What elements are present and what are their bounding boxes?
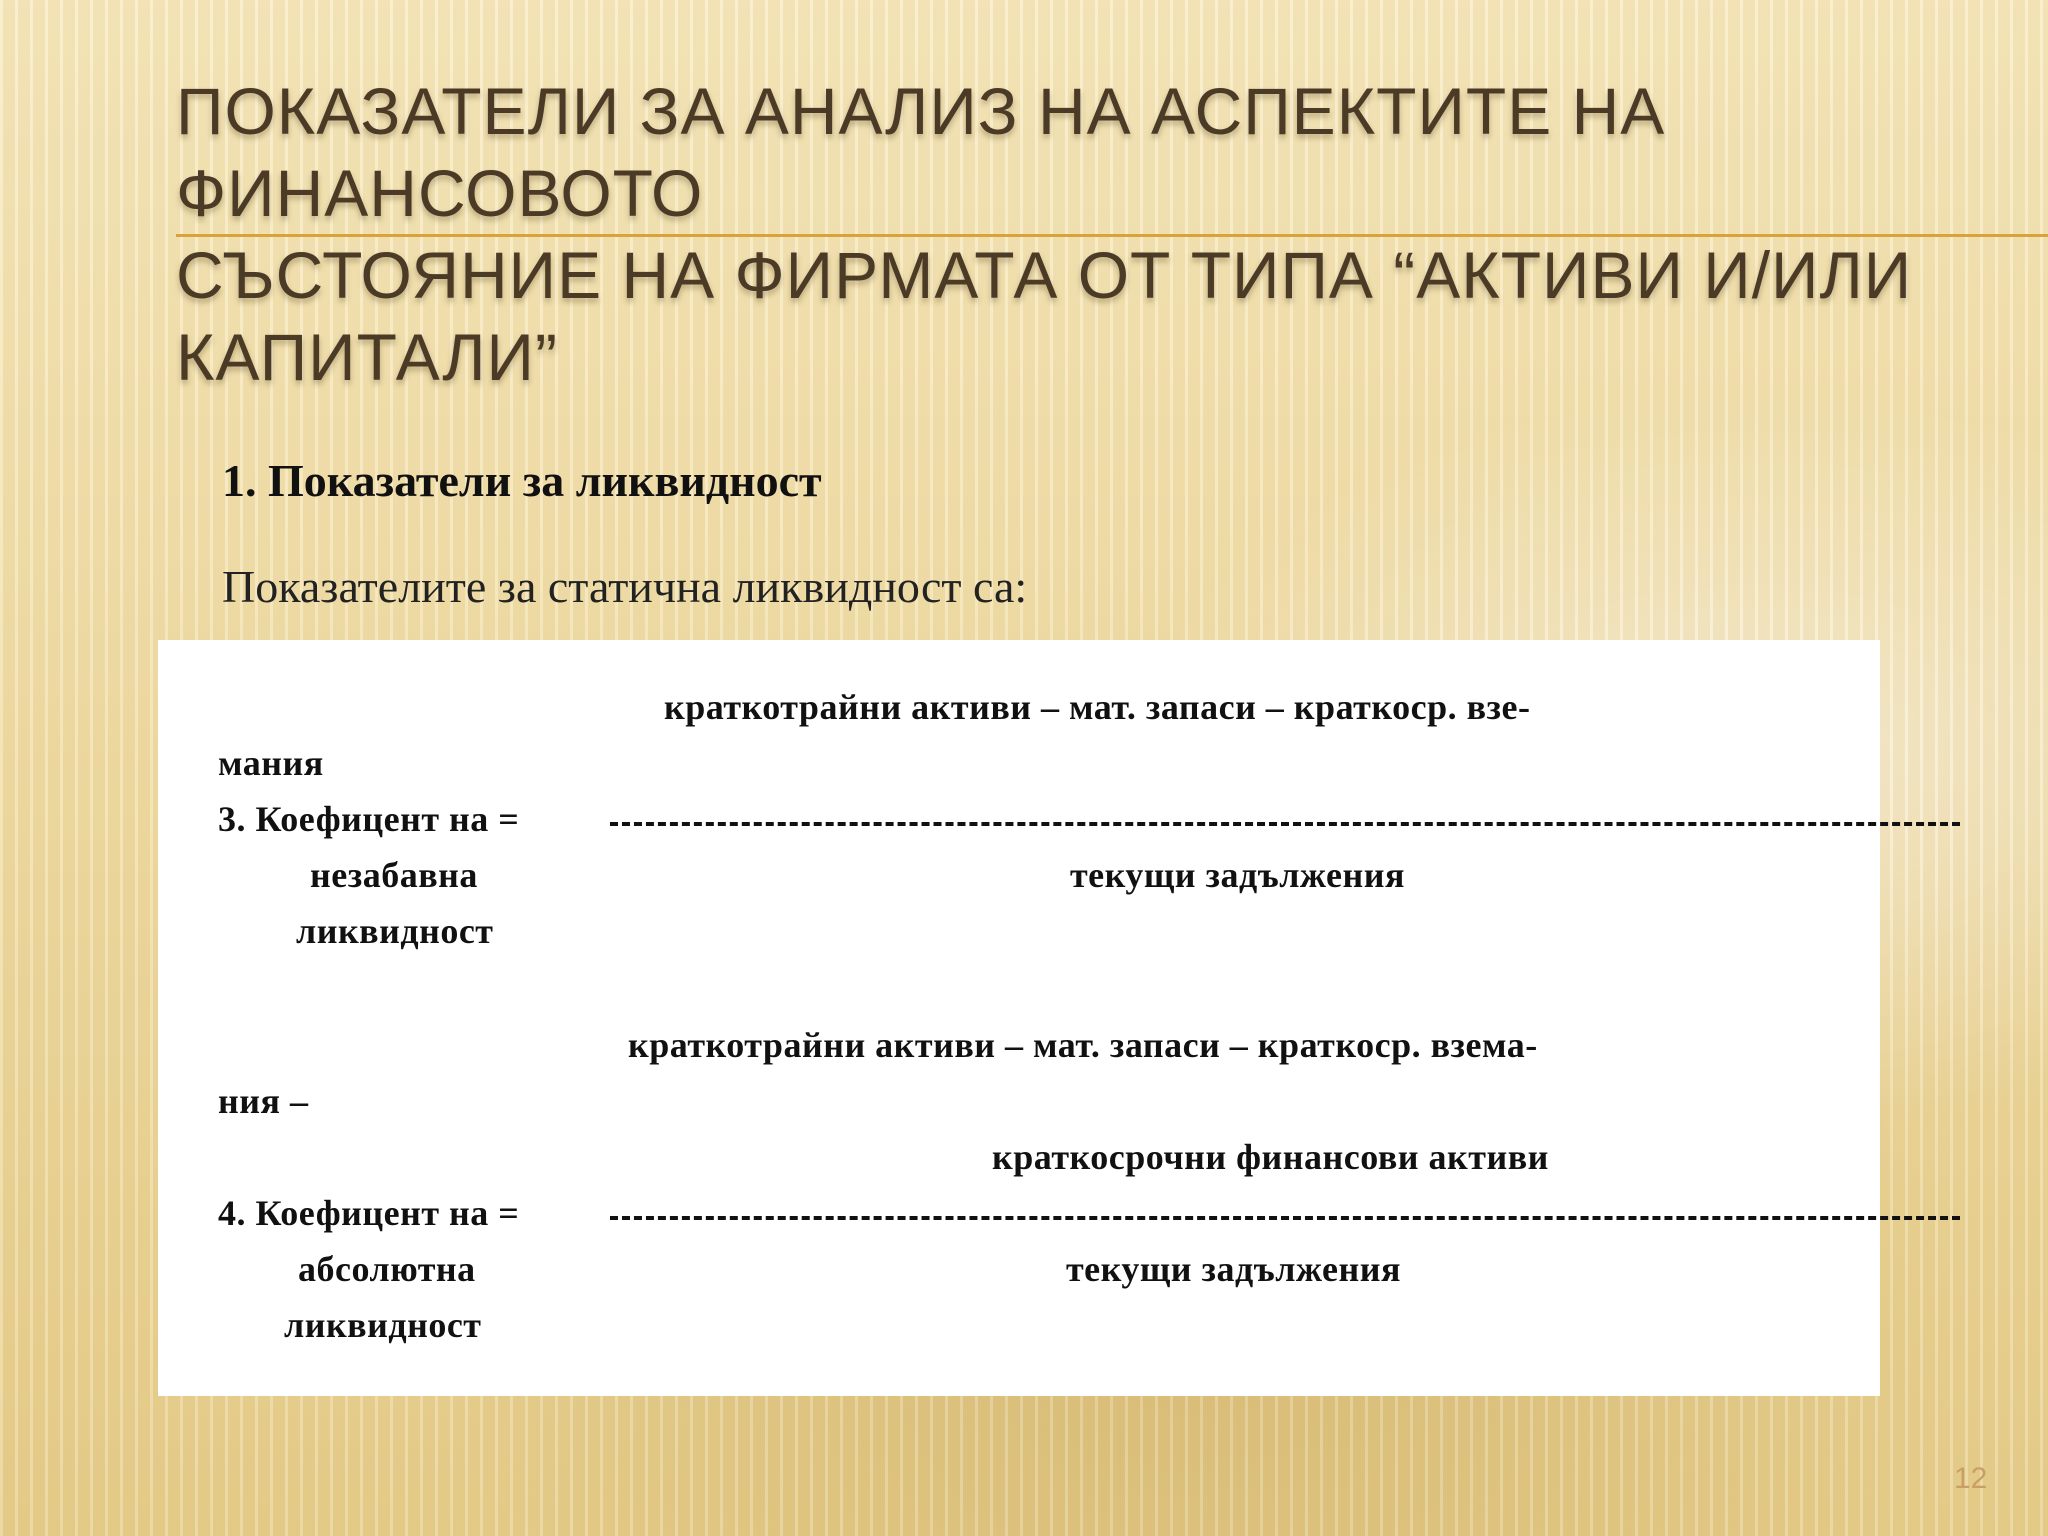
formula-3-label: 3. Коефицент на = xyxy=(218,799,520,839)
formula-4-label-line-2: абсолютна xyxy=(298,1249,476,1289)
formula-3-label-line-3: ликвидност xyxy=(296,911,494,951)
formula-4-label: 4. Коефицент на = xyxy=(218,1193,520,1233)
intro-text: Показателите за статична ликвидност са: xyxy=(222,561,1028,612)
formula-4-fraction-line xyxy=(610,1216,1960,1220)
formula-4-denominator: текущи задължения xyxy=(1066,1249,1401,1289)
formula-3-denominator: текущи задължения xyxy=(1070,855,1405,895)
formula-3-fraction-line xyxy=(610,822,1960,826)
formula-3-label-line-2: незабавна xyxy=(310,855,478,895)
page-number: 12 xyxy=(1954,1462,1988,1495)
formula-4-numerator-line-3: краткосрочни финансови активи xyxy=(992,1137,1549,1177)
title-line-4: КАПИТАЛИ” xyxy=(176,320,558,394)
section-heading: 1. Показатели за ликвидност xyxy=(222,455,822,506)
formula-4-numerator-line-1: краткотрайни активи – мат. запаси – краткоср. взема- xyxy=(628,1025,1538,1065)
formula-3-numerator-line-1: краткотрайни активи – мат. запаси – краткоср. взе- xyxy=(664,687,1531,727)
formula-4-label-line-3: ликвидност xyxy=(284,1305,482,1345)
title-line-2: ФИНАНСОВОТО xyxy=(176,156,704,230)
formula-image xyxy=(158,640,1880,1396)
title-divider xyxy=(176,234,2048,237)
formula-4-numerator-line-2: ния – xyxy=(218,1081,309,1121)
formula-3-numerator-line-2: мания xyxy=(218,743,324,783)
title-line-1: ПОКАЗАТЕЛИ ЗА АНАЛИЗ НА АСПЕКТИТЕ НА xyxy=(176,74,1666,148)
title-line-3: СЪСТОЯНИЕ НА ФИРМАТА ОТ ТИПА “АКТИВИ И/ИЛИ xyxy=(176,238,1913,312)
